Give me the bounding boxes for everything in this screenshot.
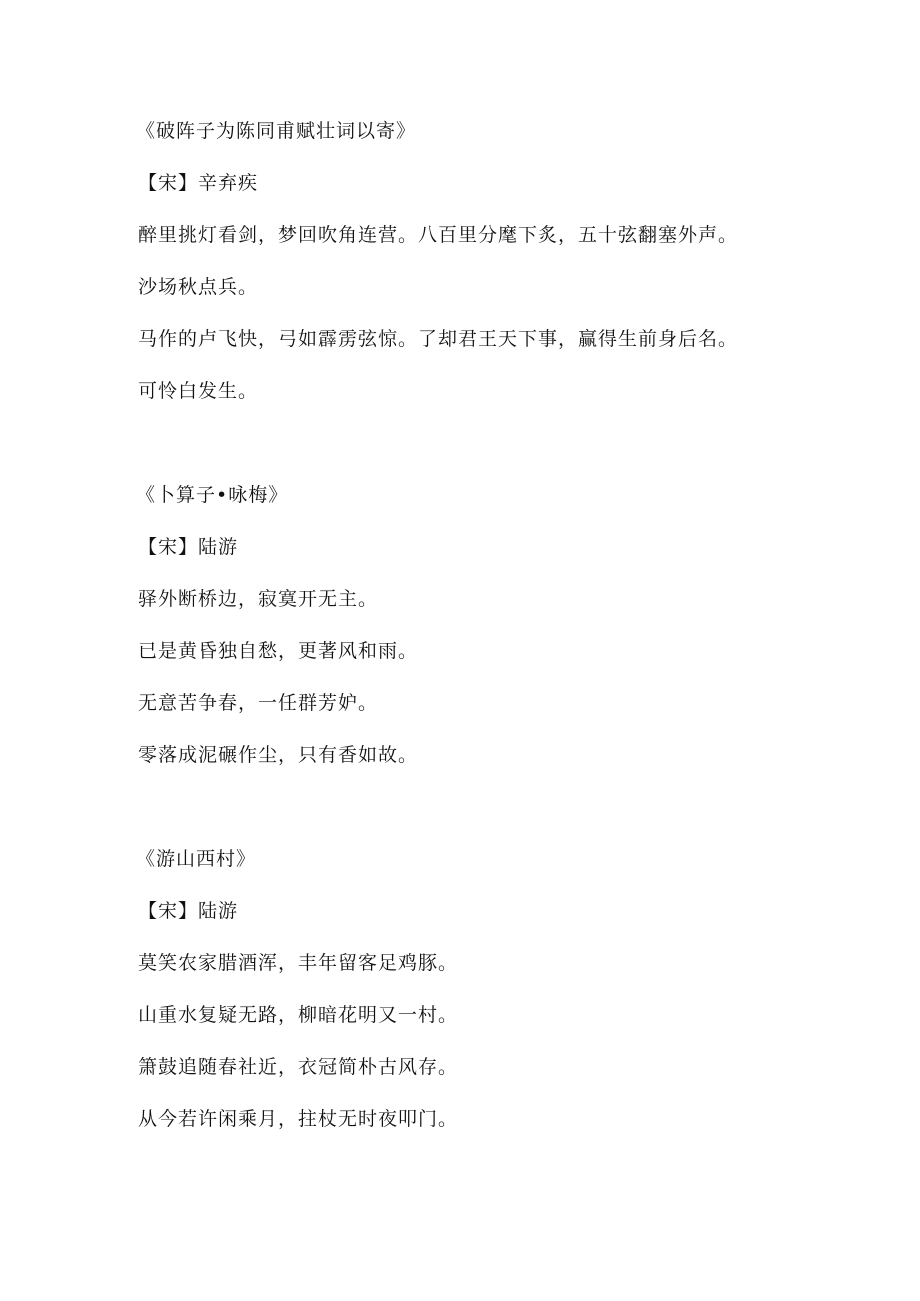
- poem-line: 马作的卢飞快，弓如霹雳弦惊。了却君王天下事，赢得生前身后名。: [138, 328, 739, 350]
- poem-title: 《游山西村》: [136, 848, 257, 870]
- poem-line: 无意苦争春，一任群芳妒。: [138, 692, 379, 714]
- poem-author: 【宋】陆游: [138, 536, 239, 558]
- document-page: [138, 118, 838, 1158]
- poem-line: 醉里挑灯看剑，梦回吹角连营。八百里分麾下炙，五十弦翻塞外声。: [138, 224, 739, 246]
- poem-author: 【宋】陆游: [138, 900, 239, 922]
- poem-spacer: [138, 430, 838, 482]
- poem-po-zhen-zi: [138, 118, 838, 404]
- poem-bu-suan-zi: [138, 482, 838, 768]
- poem-line: 从今若许闲乘月，拄杖无时夜叩门。: [138, 1108, 459, 1130]
- poem-line: 莫笑农家腊酒浑，丰年留客足鸡豚。: [138, 952, 459, 974]
- poem-line: 可怜白发生。: [138, 380, 259, 402]
- poem-title: 《卜算子•咏梅》: [136, 484, 289, 506]
- poem-you-shan-xi-cun: [138, 846, 838, 1132]
- poem-title: 《破阵子为陈同甫赋壮词以寄》: [136, 120, 417, 142]
- poem-line: 驿外断桥边，寂寞开无主。: [138, 588, 379, 610]
- poem-line: 箫鼓追随春社近，衣冠简朴古风存。: [138, 1056, 459, 1078]
- poem-line: 沙场秋点兵。: [138, 276, 259, 298]
- poem-line: 山重水复疑无路，柳暗花明又一村。: [138, 1004, 459, 1026]
- poem-spacer: [138, 794, 838, 846]
- poem-line: 已是黄昏独自愁，更著风和雨。: [138, 640, 419, 662]
- poem-line: 零落成泥碾作尘，只有香如故。: [138, 744, 419, 766]
- poem-author: 【宋】辛弃疾: [138, 172, 259, 194]
